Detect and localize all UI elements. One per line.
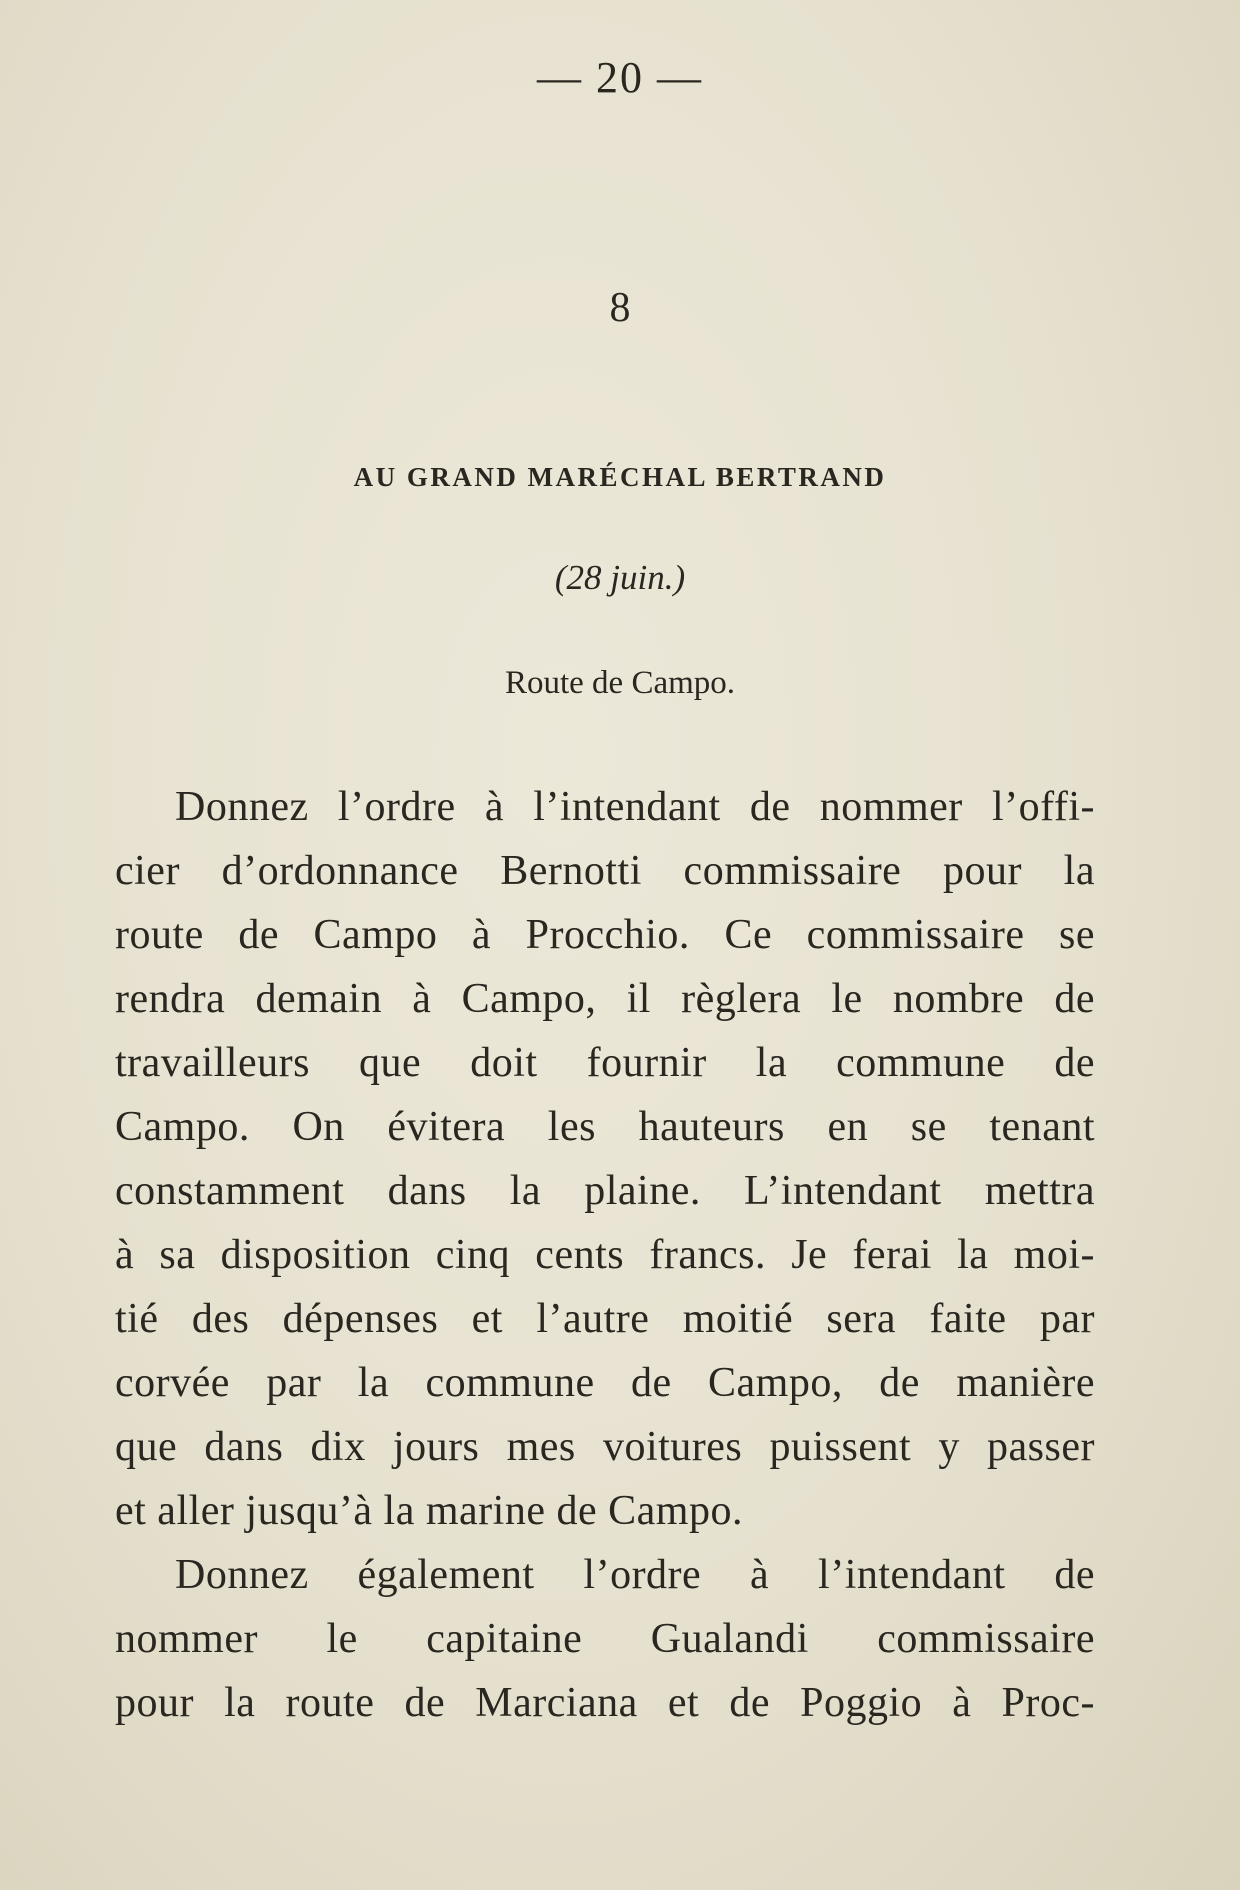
text-line: à sa disposition cinq cents francs. Je ferai la moi- [115,1232,1095,1278]
text-line: cier d’ordonnance Bernotti commissaire pour la [115,848,1095,894]
text-line: que dans dix jours mes voitures puissent y passer [115,1424,1095,1470]
text-line: rendra demain à Campo, il règlera le nombre de [115,976,1095,1022]
text-line: route de Campo à Procchio. Ce commissaire se [115,912,1095,958]
page-number: — 20 — [537,53,703,102]
text-line: tié des dépenses et l’autre moitié sera faite par [115,1296,1095,1342]
text-line: travailleurs que doit fournir la commune de [115,1040,1095,1086]
letter-number: 8 [609,285,631,331]
text-line: pour la route de Marciana et de Poggio à Proc- [115,1680,1095,1726]
text-line: Donnez également l’ordre à l’intendant de [175,1552,1095,1598]
text-line: et aller jusqu’à la marine de Campo. [115,1488,743,1534]
text-line: Donnez l’ordre à l’intendant de nommer l’offi- [175,784,1095,830]
letter-date: (28 juin.) [554,558,686,597]
text-line: constamment dans la plaine. L’intendant mettra [115,1168,1095,1214]
letter-heading: AU GRAND MARÉCHAL BERTRAND [353,462,887,492]
letter-place: Route de Campo. [504,665,736,701]
letter-body [115,775,1095,1735]
text-line: nommer le capitaine Gualandi commissaire [115,1616,1095,1662]
text-line: corvée par la commune de Campo, de manière [115,1360,1095,1406]
text-line: Campo. On évitera les hauteurs en se tenant [115,1104,1095,1150]
